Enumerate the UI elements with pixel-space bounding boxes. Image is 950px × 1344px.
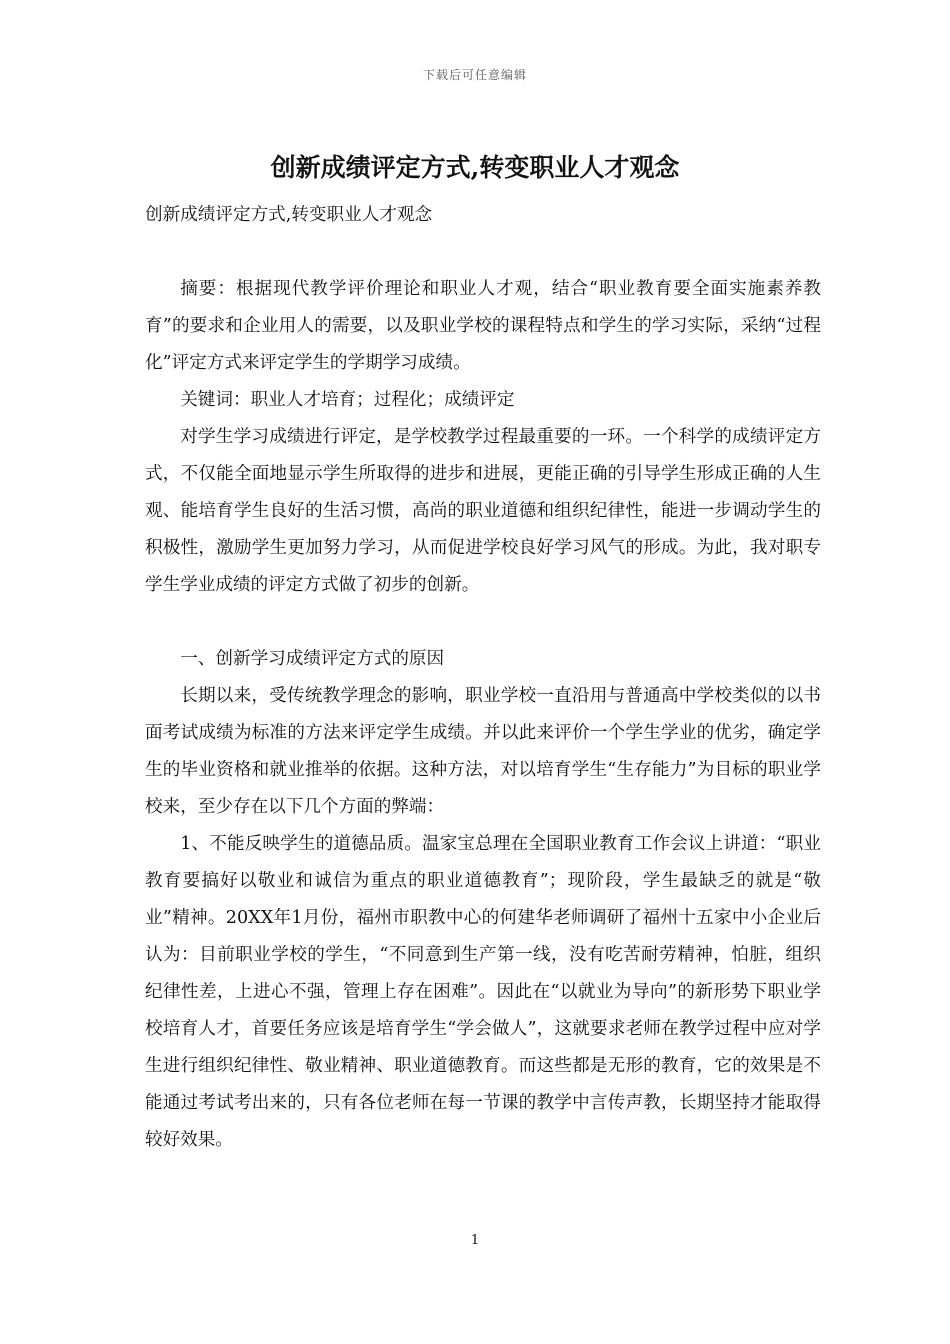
- section-heading: 一、创新学习成绩评定方式的原因: [180, 649, 445, 669]
- spacer: [145, 234, 821, 271]
- document-title: 创新成绩评定方式,转变职业人才观念: [270, 153, 680, 182]
- keywords-paragraph: 关键词：职业人才培育；过程化；成绩评定: [180, 390, 515, 410]
- page-number: 1: [470, 1233, 480, 1248]
- spacer: [145, 604, 821, 641]
- section-paragraph-2: 1、不能反映学生的道德品质。温家宝总理在全国职业教育工作会议上讲道：“职业教育要搞好以敬业和诚信为重点的职业道德教育”；现阶段，学生最缺乏的就是“敬业”精神。20XX年1月份，福州市职教中心的何建华老师调研了福州十五家中小企业后认为：目前职业学校的学生，“不同意到生产第一线，没有吃苦耐劳精神，怕脏，组织纪律性差，上进心不强，管理上存在困难”。因此在“以就业为导向”的新形势下职业学校培育人才，首要任务应该是培育学生“学会做人”，这就要求老师在教学过程中应对学生进行组织纪律性、敬业精神、职业道德教育。而这些都是无形的教育，它的效果是不能通过考试考出来的，只有各位老师在每一节课的教学中言传声教，长期坚持才能取得较好效果。: [145, 834, 821, 1150]
- page-header: 下载后可任意编辑: [422, 68, 527, 82]
- document-subtitle: 创新成绩评定方式,转变职业人才观念: [145, 205, 433, 225]
- abstract-paragraph: 摘要：根据现代教学评价理论和职业人才观，结合“职业教育要全面实施素养教育”的要求和企业用人的需要，以及职业学校的课程特点和学生的学习实际，采纳“过程化”评定方式来评定学生的学期学习成绩。: [145, 279, 821, 373]
- intro-paragraph: 对学生学习成绩进行评定，是学校教学过程最重要的一环。一个科学的成绩评定方式，不仅能全面地显示学生所取得的进步和进展，更能正确的引导学生形成正确的人生观、能培育学生良好的生活习惯，高尚的职业道德和组织纪律性，能进一步调动学生的积极性，激励学生更加努力学习，从而促进学校良好学习风气的形成。为此，我对职专学生学业成绩的评定方式做了初步的创新。: [145, 427, 821, 595]
- section-paragraph-1: 长期以来，受传统教学理念的影响，职业学校一直沿用与普通高中学校类似的以书面考试成绩为标准的方法来评定学生成绩。并以此来评价一个学生学业的优劣，确定学生的毕业资格和就业推举的依据。这种方法，对以培育学生“生存能力”为目标的职业学校来，至少存在以下几个方面的弊端：: [145, 686, 821, 817]
- document-body: [145, 197, 821, 1159]
